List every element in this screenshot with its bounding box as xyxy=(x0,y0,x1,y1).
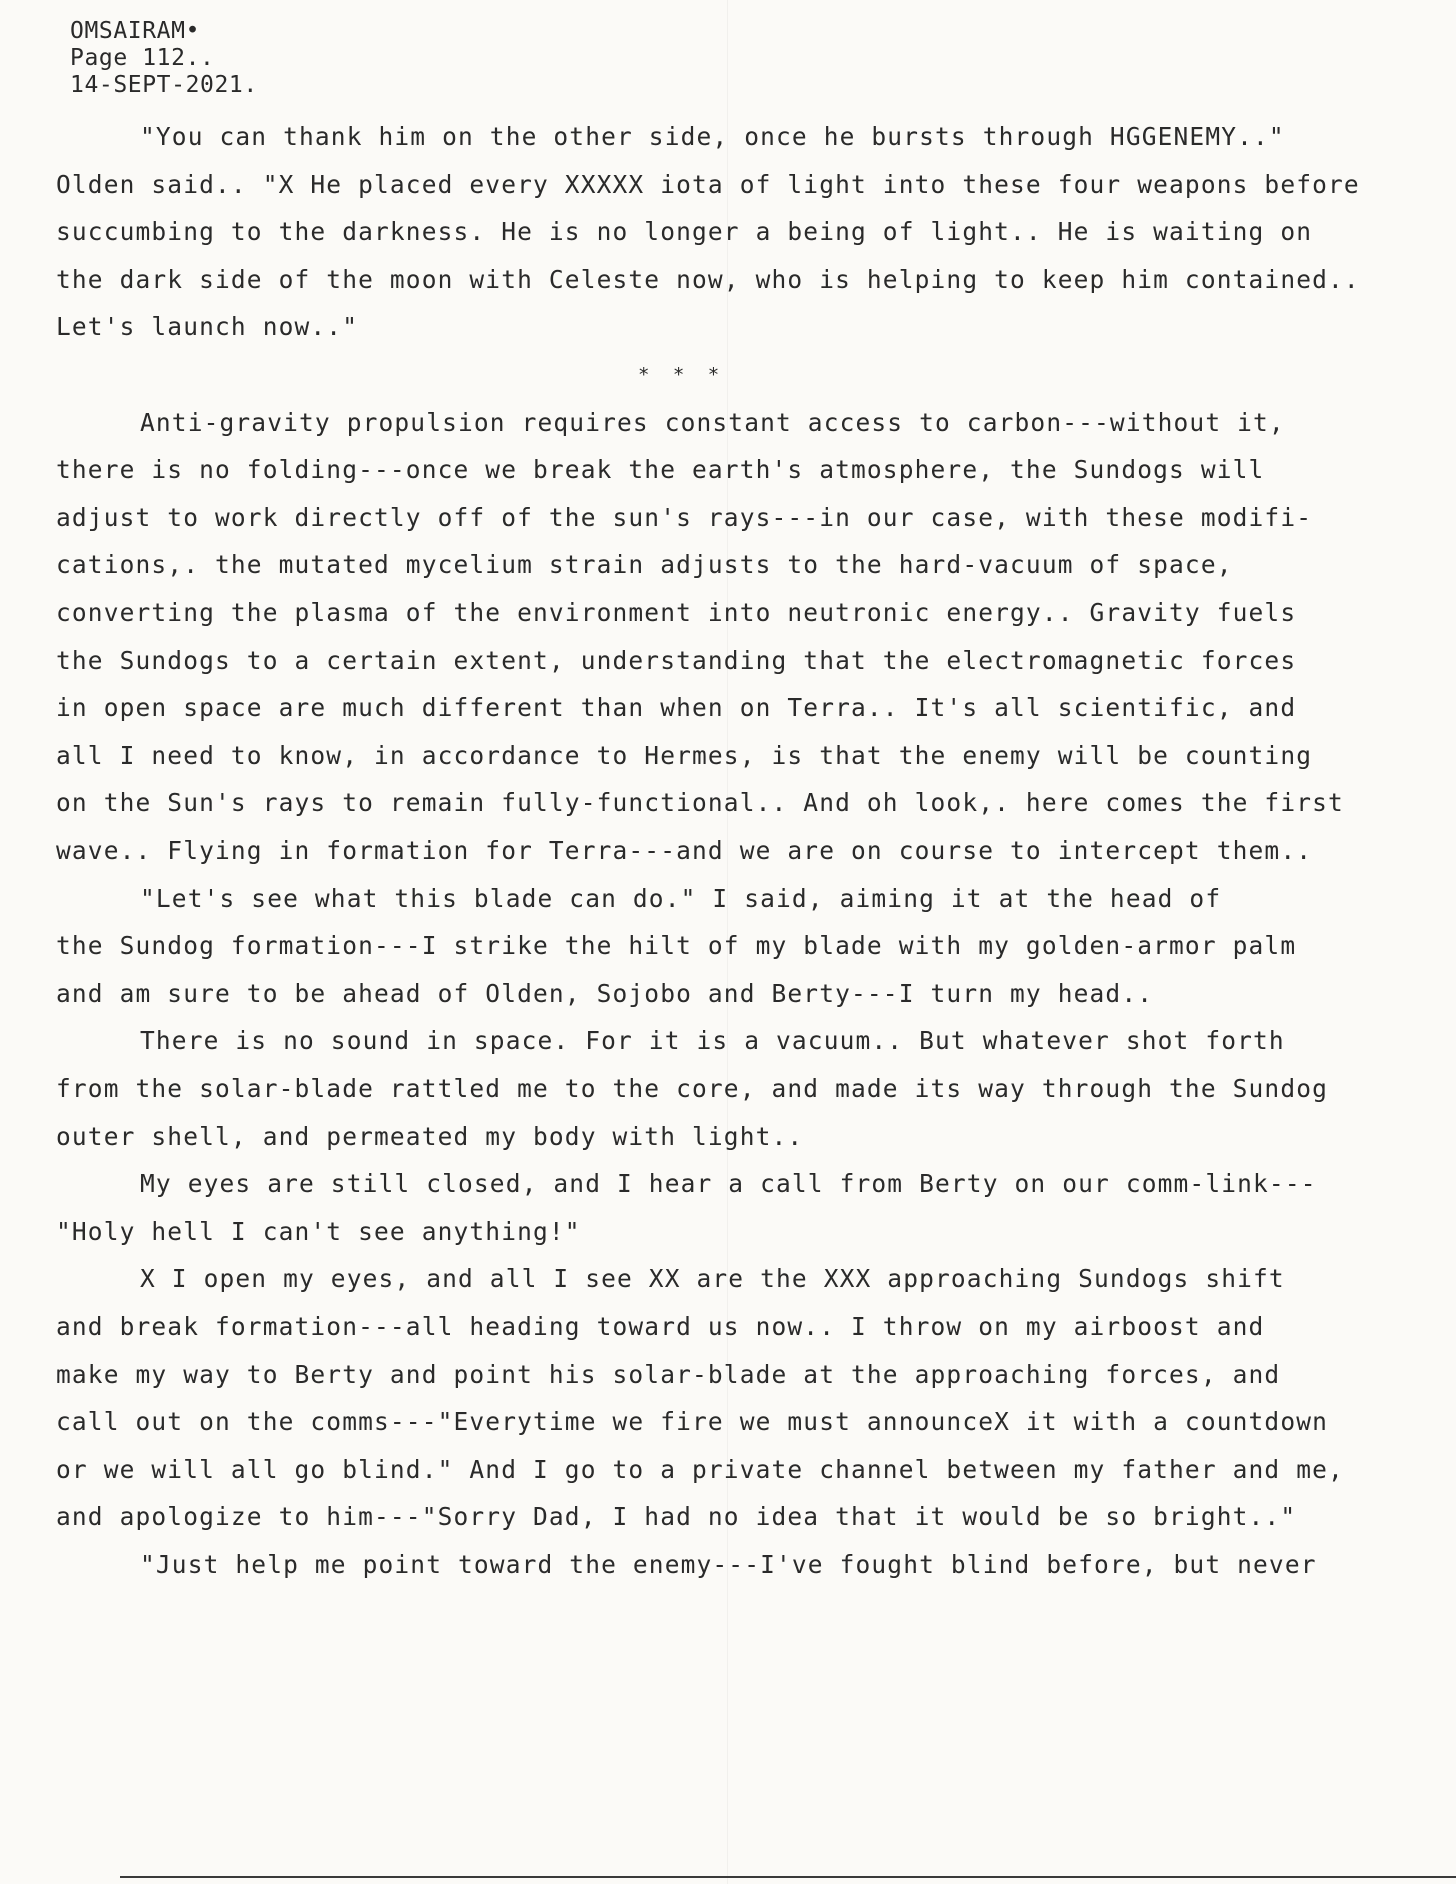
text-line: Anti-gravity propulsion requires constant access to carbon---without it, xyxy=(140,407,1285,437)
text-line: succumbing to the darkness. He is no longer a being of light.. He is waiting on xyxy=(56,217,1313,247)
text-line: call out on the comms---"Everytime we fire we must announceX it with a countdown xyxy=(56,1407,1329,1437)
text-line: "Just help me point toward the enemy---I've fought blind before, but never xyxy=(140,1550,1317,1579)
text-line: cations,. the mutated mycelium strain adjusts to the hard-vacuum of space, xyxy=(56,550,1233,580)
text-line: My eyes are still closed, and I hear a call from Berty on our comm-link--- xyxy=(140,1169,1317,1199)
text-line: adjust to work directly off of the sun's rays---in our case, with these modifi- xyxy=(56,502,1313,532)
text-line: from the solar-blade rattled me to the core, and made its way through the Sundog xyxy=(56,1074,1329,1103)
header-title: OMSAIRAM• xyxy=(70,18,201,44)
text-line: the Sundog formation---I strike the hilt of my blade with my golden-armor palm xyxy=(56,931,1297,961)
text-line: there is no folding---once we break the earth's atmosphere, the Sundogs will xyxy=(56,455,1265,485)
text-line: wave.. Flying in formation for Terra---and we are on course to intercept them.. xyxy=(56,836,1313,865)
text-line: X I open my eyes, and all I see XX are the XXX approaching Sundogs shift xyxy=(140,1264,1285,1294)
text-line: on the Sun's rays to remain fully-functional.. And oh look,. here comes the first xyxy=(56,788,1344,818)
text-line: and break formation---all heading toward us now.. I throw on my airboost and xyxy=(56,1312,1265,1341)
text-line: converting the plasma of the environment into neutronic energy.. Gravity fuels xyxy=(56,598,1297,627)
header-page-number: Page 112.. xyxy=(70,45,215,71)
text-line: Olden said.. "X He placed every XXXXX iota of light into these four weapons before xyxy=(56,169,1360,199)
text-line: There is no sound in space. For it is a vacuum.. But whatever shot forth xyxy=(140,1026,1285,1056)
text-line: make my way to Berty and point his solar-blade at the approaching forces, and xyxy=(56,1359,1281,1389)
text-line: "Let's see what this blade can do." I said, aiming it at the head of xyxy=(140,883,1222,913)
text-line: and apologize to him---"Sorry Dad, I had no idea that it would be so bright.." xyxy=(56,1502,1297,1532)
header-date: 14-SEPT-2021. xyxy=(70,72,258,98)
page-header xyxy=(70,18,258,99)
page-bottom-edge xyxy=(120,1876,1456,1878)
text-line: the dark side of the moon with Celeste now, who is helping to keep him contained.. xyxy=(56,264,1360,294)
section-break: * * * xyxy=(638,364,726,386)
text-line: or we will all go blind." And I go to a private channel between my father and me, xyxy=(56,1454,1344,1484)
text-line: all I need to know, in accordance to Hermes, is that the enemy will be counting xyxy=(56,740,1313,770)
text-line: the Sundogs to a certain extent, understanding that the electromagnetic forces xyxy=(56,645,1297,675)
text-line: and am sure to be ahead of Olden, Sojobo and Berty---I turn my head.. xyxy=(56,978,1154,1008)
text-line: "You can thank him on the other side, once he bursts through HGGENEMY.." xyxy=(140,122,1285,151)
text-line: "Holy hell I can't see anything!" xyxy=(56,1216,581,1246)
text-line: in open space are much different than when on Terra.. It's all scientific, and xyxy=(56,693,1297,723)
text-line: outer shell, and permeated my body with light.. xyxy=(56,1121,804,1151)
text-line: Let's launch now.." xyxy=(56,312,359,342)
